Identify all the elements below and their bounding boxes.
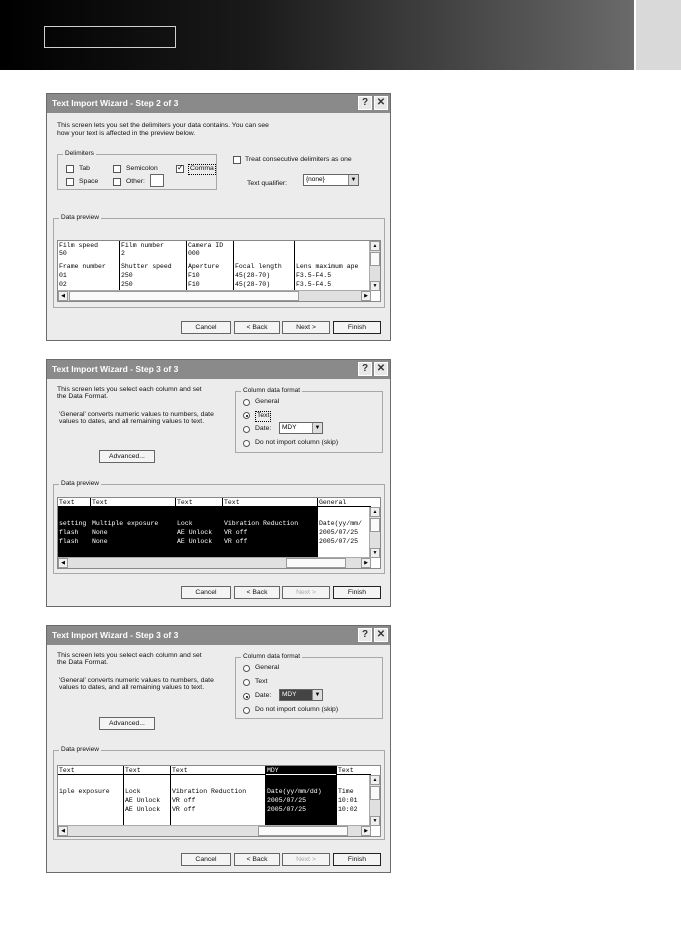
preview-cell: iple exposure [59, 788, 110, 795]
qualifier-label: Text qualifier: [247, 180, 288, 187]
preview-cell: Date(yy/mm/dd) [267, 788, 322, 795]
general-radio[interactable] [243, 399, 250, 406]
preview-cell: None [92, 538, 108, 545]
delimiters-group [57, 150, 217, 190]
preview-cell: F3.5-F4.5 [296, 272, 332, 279]
column-data-format-label: Column data format [243, 387, 301, 394]
info-line-1: 'General' converts numeric values to numbers, date [59, 677, 214, 684]
dialog-title [47, 626, 390, 645]
column-header-label: Text [125, 767, 141, 774]
column-data-format-label: Column data format [243, 653, 301, 660]
preview-cell: VR off [224, 538, 248, 545]
next-button[interactable]: Next > [282, 853, 330, 866]
space-label: Space [79, 178, 99, 185]
column-header-label: MDY [267, 767, 279, 774]
date-format-value: MDY [282, 691, 297, 698]
column-header-label: Text [59, 767, 75, 774]
preview-cell: 01 [59, 272, 67, 279]
dialog-title [47, 360, 390, 379]
scroll-thumb[interactable] [286, 558, 346, 568]
data-preview-label: Data preview [61, 746, 99, 753]
preview-cell: flash [59, 529, 79, 536]
scroll-down-icon[interactable]: ▼ [370, 548, 380, 558]
scroll-right-icon[interactable]: ▶ [361, 826, 371, 836]
preview-cell: AE Unlock [125, 797, 161, 804]
preview-cell: Lock [177, 520, 193, 527]
scroll-up-icon[interactable]: ▲ [370, 507, 380, 517]
qualifier-select[interactable] [303, 174, 359, 186]
column-header-label: Text [172, 767, 188, 774]
chevron-down-icon[interactable]: ▼ [348, 175, 358, 185]
close-icon[interactable]: ✕ [374, 628, 388, 642]
preview-cell: Film number [121, 242, 164, 249]
date-format-select[interactable] [279, 422, 323, 434]
next-button[interactable]: Next > [282, 321, 330, 334]
preview-cell: Multiple exposure [92, 520, 159, 527]
text-import-wizard-step3-a [46, 359, 391, 607]
scroll-right-icon[interactable]: ▶ [361, 558, 371, 568]
preview-cell: F10 [188, 281, 200, 288]
preview-cell: AE Unlock [125, 806, 161, 813]
column-header[interactable] [124, 766, 170, 775]
dialog-title [47, 94, 390, 113]
finish-button[interactable]: Finish [333, 853, 381, 866]
intro-line-1: This screen lets you select each column and set [57, 652, 202, 659]
data-preview-grid[interactable] [57, 240, 381, 302]
other-checkbox[interactable] [113, 178, 121, 186]
date-radio[interactable] [243, 426, 250, 433]
next-button[interactable]: Next > [282, 586, 330, 599]
general-label: General [255, 398, 280, 405]
text-label: Text [255, 411, 271, 422]
preview-cell: setting [59, 520, 87, 527]
text-import-wizard-step3-b [46, 625, 391, 873]
back-button[interactable]: < Back [234, 321, 280, 334]
help-icon[interactable]: ? [358, 362, 372, 376]
preview-cell: Focal length [235, 263, 282, 270]
intro-line-2: the Data Format. [57, 659, 108, 666]
column-header-label: Text [224, 499, 240, 506]
other-input[interactable] [150, 174, 164, 187]
scroll-left-icon[interactable]: ◀ [58, 826, 68, 836]
general-radio[interactable] [243, 665, 250, 672]
preview-cell: Vibration Reduction [172, 788, 247, 795]
column-header-label: Text [59, 499, 75, 506]
cancel-button[interactable]: Cancel [181, 321, 231, 334]
preview-cell: VR off [172, 797, 196, 804]
preview-cell: Lens maximum ape [296, 263, 359, 270]
column-header[interactable] [337, 766, 371, 775]
info-line-1: 'General' converts numeric values to numbers, date [59, 411, 214, 418]
preview-cell: 2005/07/25 [267, 797, 307, 804]
vertical-scrollbar[interactable] [369, 775, 380, 826]
consecutive-label: Treat consecutive delimiters as one [245, 156, 352, 163]
preview-cell: Film speed [59, 242, 99, 249]
vertical-scrollbar[interactable] [369, 507, 380, 558]
close-icon[interactable]: ✕ [374, 96, 388, 110]
info-line-2: values to dates, and all remaining values to text. [59, 418, 205, 425]
cancel-button[interactable]: Cancel [181, 853, 231, 866]
help-icon[interactable]: ? [358, 628, 372, 642]
preview-cell: 50 [59, 250, 67, 257]
preview-cell: F3.5-F4.5 [296, 281, 332, 288]
scroll-thumb[interactable] [370, 518, 380, 532]
data-preview-label: Data preview [61, 214, 99, 221]
scroll-down-icon[interactable]: ▼ [370, 816, 380, 826]
intro-line-1: This screen lets you set the delimiters your data contains. You can see [57, 122, 269, 129]
cancel-button[interactable]: Cancel [181, 586, 231, 599]
preview-cell: Shutter speed [121, 263, 172, 270]
back-button[interactable]: < Back [234, 853, 280, 866]
data-preview-grid[interactable] [57, 497, 381, 569]
scroll-up-icon[interactable]: ▲ [370, 775, 380, 785]
chevron-down-icon[interactable]: ▼ [312, 423, 322, 433]
advanced-button[interactable]: Advanced... [99, 717, 155, 730]
horizontal-scrollbar[interactable] [58, 825, 371, 836]
comma-checkbox[interactable] [176, 165, 184, 173]
skip-label: Do not import column (skip) [255, 439, 339, 446]
column-data-format-group [235, 653, 383, 719]
skip-radio[interactable] [243, 707, 250, 714]
chevron-down-icon[interactable]: ▼ [312, 690, 322, 700]
preview-cell: AE Unlock [177, 538, 213, 545]
column-header-label: Text [177, 499, 193, 506]
back-button[interactable]: < Back [234, 586, 280, 599]
preview-cell: None [92, 529, 108, 536]
preview-cell: Frame number [59, 263, 106, 270]
column-header[interactable] [171, 766, 265, 775]
general-label: General [255, 664, 280, 671]
preview-cell: 2005/07/25 [267, 806, 307, 813]
finish-button[interactable]: Finish [333, 321, 381, 334]
column-header-label: Text [338, 767, 354, 774]
dialog-title-text: Text Import Wizard - Step 3 of 3 [52, 364, 179, 374]
scroll-thumb[interactable] [69, 291, 299, 301]
scroll-right-icon[interactable]: ▶ [361, 291, 371, 301]
horizontal-scrollbar[interactable] [58, 557, 371, 568]
vertical-scrollbar[interactable] [369, 241, 380, 291]
date-label: Date: [255, 692, 272, 699]
skip-label: Do not import column (skip) [255, 706, 339, 713]
tab-label: Tab [79, 165, 90, 172]
qualifier-value: {none} [306, 176, 325, 183]
preview-cell: 000 [188, 250, 200, 257]
date-label: Date: [255, 425, 272, 432]
scroll-left-icon[interactable]: ◀ [58, 291, 68, 301]
scroll-up-icon[interactable]: ▲ [370, 241, 380, 251]
scroll-thumb[interactable] [258, 826, 348, 836]
dialog-title-text: Text Import Wizard - Step 2 of 3 [52, 98, 179, 108]
column-header-label: General [319, 499, 347, 506]
preview-cell: Aperture [188, 263, 220, 270]
date-format-select[interactable] [279, 689, 323, 701]
text-radio[interactable] [243, 412, 250, 419]
date-radio[interactable] [243, 693, 250, 700]
preview-cell: AE Unlock [177, 529, 213, 536]
semicolon-label: Semicolon [126, 165, 158, 172]
intro-line-2: how your text is affected in the preview below. [57, 130, 196, 137]
preview-cell: Date(yy/mm/ [319, 520, 362, 527]
column-header[interactable] [58, 766, 123, 775]
header-label-box [44, 26, 176, 48]
intro-line-2: the Data Format. [57, 393, 108, 400]
preview-cell: F10 [188, 272, 200, 279]
preview-cell: 45(28-70) [235, 272, 271, 279]
preview-cell: 45(28-70) [235, 281, 271, 288]
date-format-value: MDY [282, 424, 297, 431]
data-preview-grid[interactable] [57, 765, 381, 837]
preview-cell: VR off [172, 806, 196, 813]
preview-cell: VR off [224, 529, 248, 536]
other-label: Other: [126, 178, 145, 185]
preview-cell: Time [338, 788, 354, 795]
data-preview-label: Data preview [61, 480, 99, 487]
delimiters-label: Delimiters [65, 150, 94, 157]
intro-line-1: This screen lets you select each column and set [57, 386, 202, 393]
semicolon-checkbox[interactable] [113, 165, 121, 173]
consecutive-checkbox[interactable] [233, 156, 241, 164]
preview-cell: 2005/07/25 [319, 529, 359, 536]
column-data-format-group [235, 387, 383, 453]
horizontal-scrollbar[interactable] [58, 290, 371, 301]
skip-radio[interactable] [243, 440, 250, 447]
column-header[interactable] [176, 498, 222, 507]
preview-cell: Camera ID [188, 242, 224, 249]
advanced-button[interactable]: Advanced... [99, 450, 155, 463]
comma-label: Comma [188, 164, 216, 175]
text-label: Text [255, 678, 268, 685]
info-line-2: values to dates, and all remaining values to text. [59, 684, 205, 691]
scroll-thumb[interactable] [370, 252, 380, 266]
preview-cell: Lock [125, 788, 141, 795]
tab-checkbox[interactable] [66, 165, 74, 173]
dialog-title-text: Text Import Wizard - Step 3 of 3 [52, 630, 179, 640]
scroll-down-icon[interactable]: ▼ [370, 281, 380, 291]
text-radio[interactable] [243, 679, 250, 686]
column-header[interactable] [318, 498, 371, 507]
preview-cell: 250 [121, 272, 133, 279]
preview-cell: 02 [59, 281, 67, 288]
text-import-wizard-step2 [46, 93, 391, 341]
finish-button[interactable]: Finish [333, 586, 381, 599]
preview-cell: Vibration Reduction [224, 520, 299, 527]
scroll-thumb[interactable] [370, 786, 380, 800]
column-header-label: Text [92, 499, 108, 506]
column-header[interactable] [58, 498, 90, 507]
preview-cell: 10:01 [338, 797, 358, 804]
side-tab [636, 0, 681, 70]
column-header[interactable] [223, 498, 317, 507]
close-icon[interactable]: ✕ [374, 362, 388, 376]
help-icon[interactable]: ? [358, 96, 372, 110]
preview-cell: 2 [121, 250, 125, 257]
column-header[interactable] [266, 766, 336, 775]
space-checkbox[interactable] [66, 178, 74, 186]
scroll-left-icon[interactable]: ◀ [58, 558, 68, 568]
preview-cell: 250 [121, 281, 133, 288]
preview-cell: 2005/07/25 [319, 538, 359, 545]
column-header[interactable] [91, 498, 175, 507]
preview-cell: flash [59, 538, 79, 545]
preview-cell: 10:02 [338, 806, 358, 813]
